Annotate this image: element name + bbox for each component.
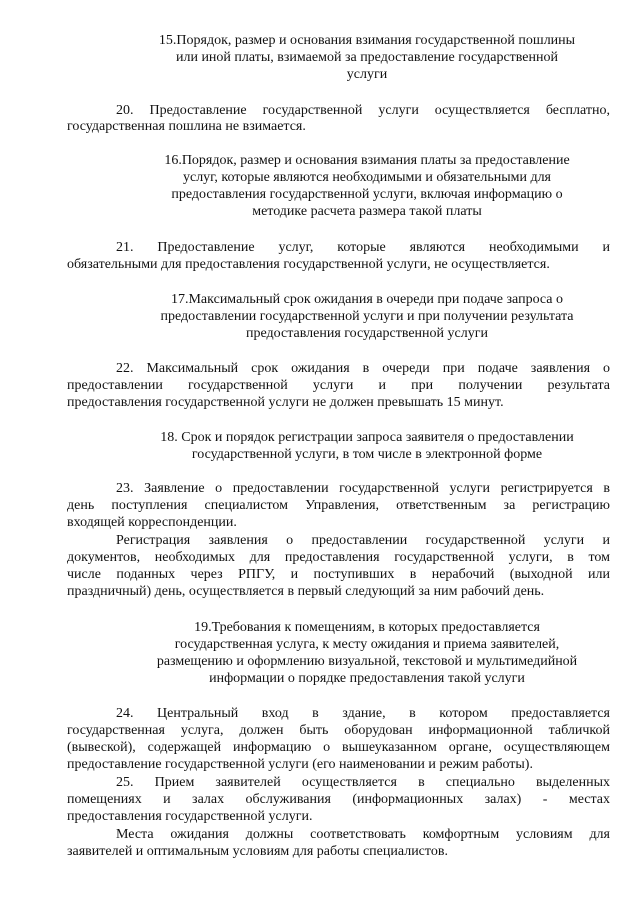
section-16-heading: предоставления государственной услуги, включая информацию о [171,187,563,202]
paragraph-25-waiting-areas: Места ожидания должны соответствовать комфортным условиям для [116,827,610,842]
paragraph-21: обязательными для предоставления государственной услуги, не осуществляется. [67,257,550,272]
paragraph-23-registration: документов, необходимых для предоставления государственной услуги, в том [67,550,610,565]
section-18-heading: государственной услуги, в том числе в электронной форме [191,447,543,462]
section-17-heading: 17.Максимальный срок ожидания в очереди при подаче запроса о [170,292,564,307]
section-18-heading: 18. Срок и порядок регистрации запроса заявителя о предоставлении [160,430,574,445]
paragraph-25-waiting-areas: заявителей и оптимальным условиям для работы специалистов. [67,844,448,859]
section-16-heading: 16.Порядок, размер и основания взимания платы за предоставление [164,153,570,168]
section-19-heading: 19.Требования к помещениям, в которых предоставляется [194,620,540,635]
section-16-heading: методике расчета размера такой платы [252,204,482,219]
paragraph-22: предоставления государственной услуги не должен превышать 15 минут. [67,395,504,410]
paragraph-23: 23. Заявление о предоставлении государственной услуги регистрируется в [116,481,610,496]
paragraph-20: 20. Предоставление государственной услуги осуществляется бесплатно, [116,103,610,118]
section-15-heading: 15.Порядок, размер и основания взимания государственной пошлины [158,33,576,48]
section-15-heading: или иной платы, взимаемой за предоставление государственной [175,50,559,65]
paragraph-23-registration: Регистрация заявления о предоставлении государственной услуги и [116,533,610,548]
section-15-heading: услуги [346,67,388,82]
paragraph-24: предоставление государственной услуги (его наименовании и режим работы). [67,757,533,772]
section-19-heading: размещению и оформлению визуальной, текстовой и мультимедийной [156,654,578,669]
section-17-heading: предоставления государственной услуги [246,326,488,341]
paragraph-24: государственная услуга, должен быть оборудован информационной табличкой [67,723,610,738]
paragraph-23: день поступления специалистом Управления, ответственным за регистрацию [67,498,610,513]
paragraph-25: помещениях и залах обслуживания (информационных залах) - местах [67,792,610,807]
paragraph-23-registration: числе поданных через РПГУ, и поступивших в нерабочий (выходной или [67,567,610,582]
section-19-heading: государственная услуга, к месту ожидания и приема заявителей, [174,637,560,652]
paragraph-25: 25. Прием заявителей осуществляется в специально выделенных [116,775,610,790]
section-17-heading: предоставлении государственной услуги и при получении результата [160,309,574,324]
paragraph-22: предоставлении государственной услуги и при получении результата [67,378,610,393]
paragraph-25: предоставления государственной услуги. [67,809,313,824]
paragraph-23-registration: праздничный) день, осуществляется в первый следующий за ним рабочий день. [67,584,545,599]
paragraph-21: 21. Предоставление услуг, которые являются необходимыми и [116,240,610,255]
paragraph-23: входящей корреспонденции. [67,515,237,530]
paragraph-24: (вывеской), содержащей информацию о вышеуказанном органе, осуществляющем [67,740,610,755]
section-16-heading: услуг, которые являются необходимыми и обязательными для [182,170,551,185]
paragraph-22: 22. Максимальный срок ожидания в очереди при подаче заявления о [116,361,610,376]
section-19-heading: информации о порядке предоставления такой услуги [209,671,525,686]
paragraph-20: государственная пошлина не взимается. [67,119,306,134]
paragraph-24: 24. Центральный вход в здание, в котором предоставляется [116,706,610,721]
